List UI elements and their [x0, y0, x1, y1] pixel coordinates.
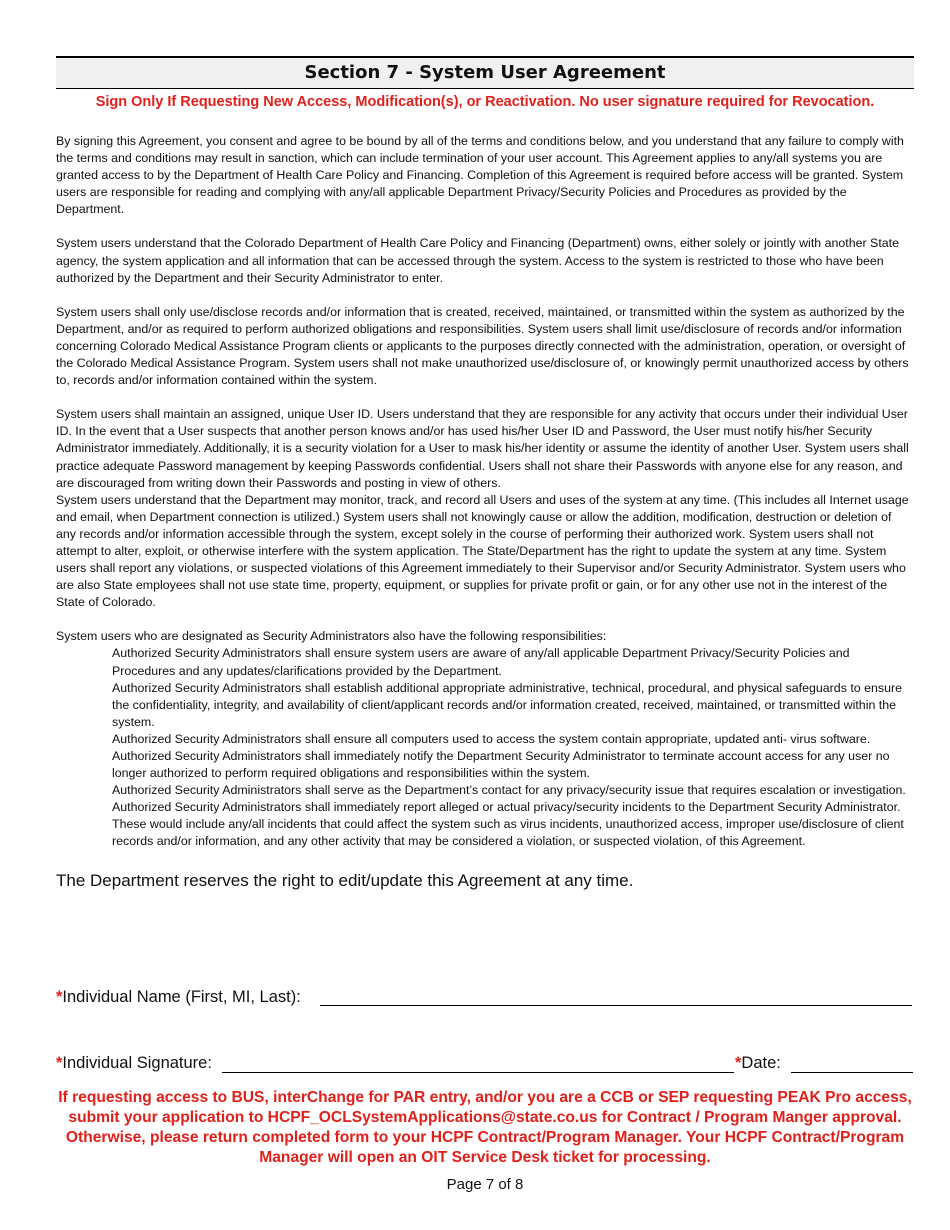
list-item: Authorized Security Administrators shall immediately report alleged or actual privacy/security incidents to the Department Security Administrator. These would include any/all incidents that could affect the system such as virus incidents, unauthorized access, improper use/disclosure of client records and/or information, and any other activity that may be considered a violation, or suspected violation, of this Agreement.: [112, 800, 904, 849]
paragraph-user-id: System users shall maintain an assigned, unique User ID. Users understand that they are responsible for any activity that occurs under their individual User ID. In the event that a User suspects that another person knows and/or has used his/her User ID and Password, the User must notify his/her Security Administrator immediately. Additionally, it is a security violation for a User to mask his/her identity or assume the identity of another User. System users shall practice adequate Password management by keeping Passwords confidential. Users shall not share their Passwords with anyone else for any reason, and are discouraged from writing down their Passwords and posting in view of others.: [56, 407, 909, 490]
paragraph-ownership: System users understand that the Colorado Department of Health Care Policy and Financing (Department) owns, either solely or jointly with another State agency, the system application and all information that can be accessed through the system. Access to the system is restricted to those who have been authorized by the Department and their Security Administrator to enter.: [56, 236, 899, 285]
signature-input-line[interactable]: [222, 1072, 734, 1073]
date-label: Date:: [741, 1054, 781, 1072]
paragraph-consent: By signing this Agreement, you consent and agree to be bound by all of the terms and conditions below, and you understand that any failure to comply with the terms and conditions may result in sanction, which can include termination of your user account. This Agreement applies to any/all systems you are granted access to by the Department of Health Care Policy and Financing. Completion of this Agreement is required before access will be granted. System users are responsible for reading and complying with any/all applicable Department Privacy/Security Policies and Procedures as provided by the Department.: [56, 134, 904, 217]
agreement-page: [56, 56, 914, 1193]
submission-instructions: If requesting access to BUS, interChange for PAR entry, and/or you are a CCB or SEP requesting PEAK Pro access, submit your application to HCPF_OCLSystemApplications@state.co.us for Contract / Program Manger approval. Otherwise, please return completed form to your HCPF Contract/Program Manager. Your HCPF Contract/Program Manager will open an OIT Service Desk ticket for processing.: [58, 1089, 912, 1166]
required-marker: *: [56, 1054, 63, 1072]
name-input-line[interactable]: [320, 1005, 912, 1006]
signature-field-row: [56, 1052, 914, 1074]
paragraph-use-disclosure: System users shall only use/disclose records and/or information that is created, received, maintained, or transmitted within the system as authorized by the Department, and/or as required to perform authorized obligations and responsibilities. System users shall limit use/disclosure of records and/or information concerning Colorado Medical Assistance Program clients or applicants to the purposes directly connected with the administration, operation, or oversight of the Colorado Medical Assistance Program. System users shall not make unauthorized use/disclosure of, or knowingly permit unauthorized access by others to, records and/or information contained within the system.: [56, 304, 909, 388]
paragraph-security-admins: System users who are designated as Security Administrators also have the following responsibilities:: [56, 629, 607, 644]
paragraph-monitoring: System users understand that the Department may monitor, track, and record all Users and uses of the system at any time. (This includes all Internet usage and email, when Department connection is utilized.) System users shall not knowingly cause or allow the addition, modification, destruction or deletion of any records and/or information accessible through the system, except solely in the course of performing their authorized work. System users shall not attempt to alter, exploit, or otherwise interfere with the system application. The State/Department has the right to update the system at any time. System users shall report any violations, or suspected violations of this Agreement immediately to their Supervisor and/or Security Administrator. System users who are also State employees shall not use state time, property, equipment, or supplies for private profit or gain, or for any other use not in the interest of the State of Colorado.: [56, 492, 909, 610]
responsibilities-list: [56, 645, 914, 850]
list-item: Authorized Security Administrators shall ensure all computers used to access the system contain appropriate, updated anti- virus software.: [112, 731, 871, 746]
date-label-group: [735, 1052, 781, 1074]
required-marker: *: [56, 988, 63, 1006]
list-item: Authorized Security Administrators shall immediately notify the Department Security Administrator to terminate account access for any user no longer authorized to perform required obligations and responsibilities within the system.: [112, 749, 890, 781]
date-input-line[interactable]: [791, 1072, 913, 1073]
page-number: Page 7 of 8: [446, 1176, 524, 1193]
name-label: Individual Name (First, MI, Last):: [62, 988, 301, 1006]
list-item: Authorized Security Administrators shall ensure system users are aware of any/all applicable Department Privacy/Security Policies and Procedures and any updates/clarifications provided by the Department.: [112, 646, 850, 678]
reserve-right-note: The Department reserves the right to edit/update this Agreement at any time.: [56, 870, 634, 890]
list-item: Authorized Security Administrators shall serve as the Department’s contact for any privacy/security issue that requires escalation or investigation.: [112, 783, 906, 798]
signature-label: Individual Signature:: [62, 1054, 212, 1072]
signature-instruction: Sign Only If Requesting New Access, Modification(s), or Reactivation. No user signature required for Revocation.: [95, 94, 875, 110]
list-item: Authorized Security Administrators shall establish additional appropriate administrative, technical, procedural, and physical safeguards to ensure the confidentiality, integrity, and availability of client/applicant records and/or information created, received, maintained, or transmitted within the system.: [112, 680, 902, 729]
section-title: Section 7 - System User Agreement: [56, 56, 914, 89]
required-marker: *: [735, 1054, 742, 1072]
name-field-row: [56, 986, 914, 1008]
agreement-body: [56, 133, 914, 851]
